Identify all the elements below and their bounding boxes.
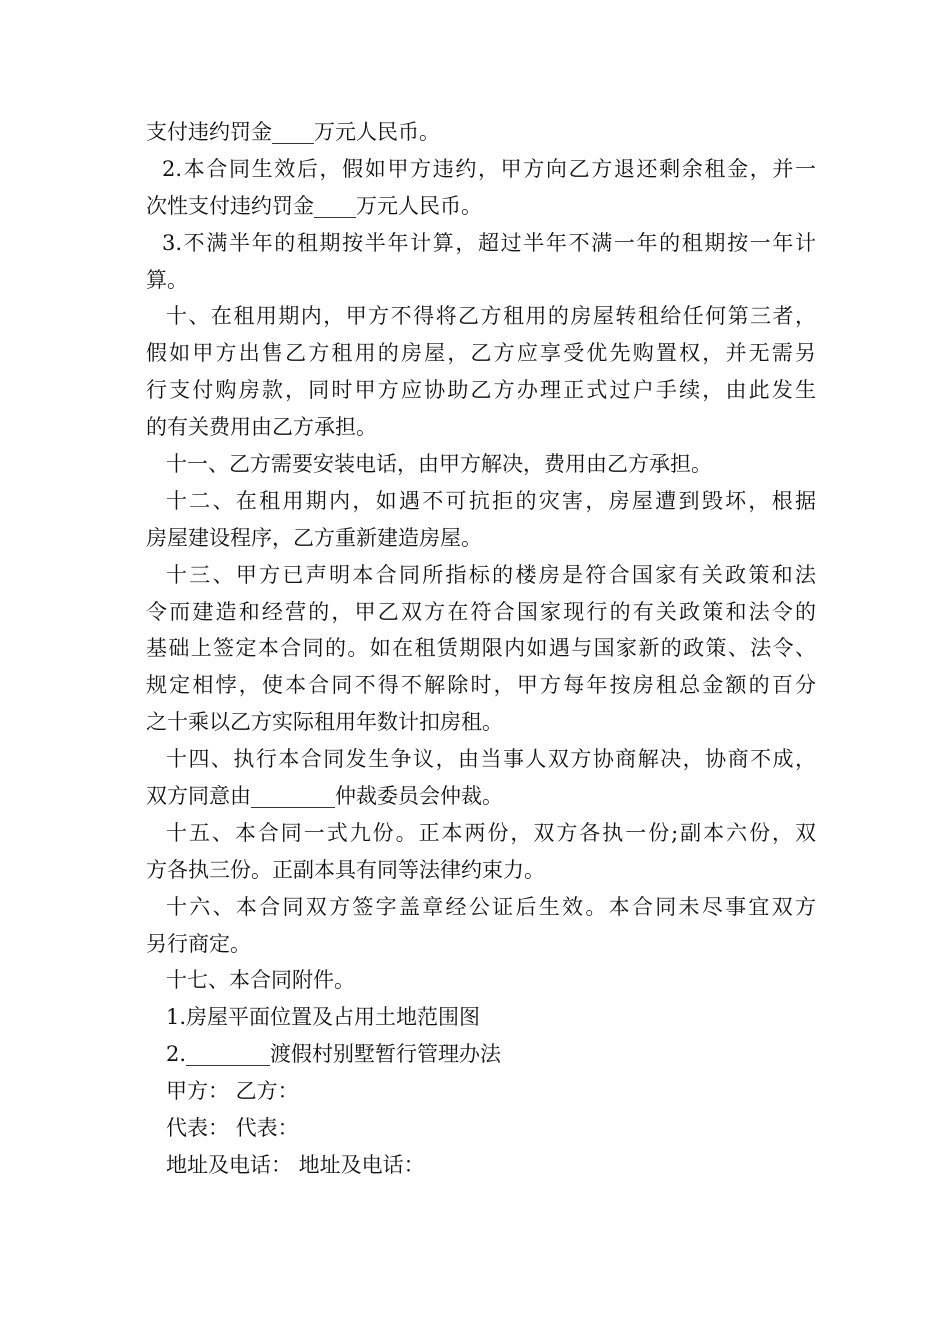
text-line: 之十乘以乙方实际租用年数计扣房租。 xyxy=(146,710,503,735)
signature-party-line: 甲方： 乙方： xyxy=(166,1079,299,1104)
clause-16-heading: 十六、本合同双方签字盖章经公证后生效。本合同未尽事宜双方 xyxy=(166,894,816,919)
text-line: 另行商定。 xyxy=(146,931,251,956)
attachment-1: 1.房屋平面位置及占用土地范围图 xyxy=(166,1005,481,1030)
text-line: 3.不满半年的租期按半年计算，超过半年不满一年的租期按一年计 xyxy=(162,230,816,255)
clause-10-heading: 十、在租用期内，甲方不得将乙方租用的房屋转租给任何第三者， xyxy=(166,304,816,329)
text-line: 的有关费用由乙方承担。 xyxy=(146,415,377,440)
clause-11: 十一、乙方需要安装电话，由甲方解决，费用由乙方承担。 xyxy=(166,452,712,477)
text-line: 令而建造和经营的，甲乙双方在符合国家现行的有关政策和法令的 xyxy=(146,599,816,624)
clause-15-heading: 十五、本合同一式九份。正本两份，双方各执一份;副本六份，双 xyxy=(166,820,816,845)
text-line: 基础上签定本合同的。如在租赁期限内如遇与国家新的政策、法令、 xyxy=(146,636,816,661)
contract-text xyxy=(146,114,816,1184)
text-line: 假如甲方出售乙方租用的房屋，乙方应享受优先购置权，并无需另 xyxy=(146,341,816,366)
text-line: 行支付购房款，同时甲方应协助乙方办理正式过户手续，由此发生 xyxy=(146,378,816,403)
text-line: 2.本合同生效后，假如甲方违约，甲方向乙方退还剩余租金，并一 xyxy=(162,156,816,181)
text-line: 规定相悖，使本合同不得不解除时，甲方每年按房租总金额的百分 xyxy=(146,673,816,698)
clause-14-heading: 十四、执行本合同发生争议，由当事人双方协商解决，协商不成， xyxy=(166,747,816,772)
text-line: 房屋建设程序，乙方重新建造房屋。 xyxy=(146,525,482,550)
clause-13-heading: 十三、甲方已声明本合同所指标的楼房是符合国家有关政策和法 xyxy=(166,562,816,587)
text-line: 支付违约罚金____万元人民币。 xyxy=(146,120,440,144)
text-line: 双方同意由________仲裁委员会仲裁。 xyxy=(146,784,503,809)
text-line: 方各执三份。正副本具有同等法律约束力。 xyxy=(146,857,545,882)
text-line: 算。 xyxy=(146,267,188,292)
signature-address-line: 地址及电话： 地址及电话： xyxy=(166,1152,425,1177)
signature-representative-line: 代表： 代表： xyxy=(166,1116,299,1141)
clause-17: 十七、本合同附件。 xyxy=(166,968,355,993)
text-line: 次性支付违约罚金____万元人民币。 xyxy=(146,193,482,218)
clause-12-heading: 十二、在租用期内，如遇不可抗拒的灾害，房屋遭到毁坏，根据 xyxy=(166,488,816,513)
attachment-2: 2.________渡假村别墅暂行管理办法 xyxy=(166,1042,502,1067)
